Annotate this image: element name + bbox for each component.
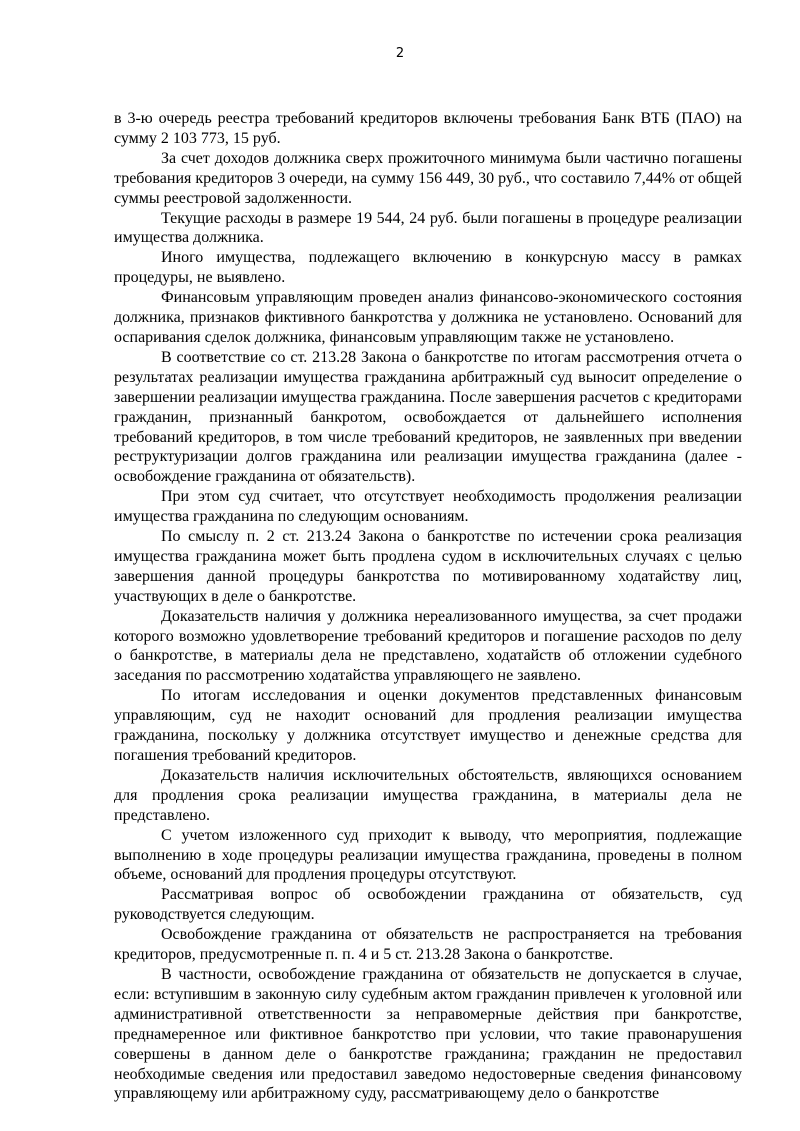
paragraph: По итогам исследования и оценки документов представленных финансовым управляющим, суд не находит оснований для продления реализации имущества гражданина, поскольку у должника отсутствует имущество и денежные средства для погашения требований кредиторов.	[114, 687, 742, 764]
paragraph-continuation: в 3-ю очередь реестра требований кредиторов включены требования Банк ВТБ (ПАО) на сумму 2 103 773, 15 руб.	[114, 110, 742, 147]
paragraph: Доказательств наличия исключительных обстоятельств, являющихся основанием для продления срока реализации имущества гражданина, в материалы дела не представлено.	[114, 766, 742, 824]
document-body	[114, 109, 742, 1104]
paragraph: В соответствие со ст. 213.28 Закона о банкротстве по итогам рассмотрения отчета о результатах реализации имущества гражданина арбитражный суд выносит определение о завершении реализации имущества гражданина. После завершения расчетов с кредиторами гражданин, признанный банкротом, освобождается от дальнейшего исполнения требований кредиторов, в том числе требований кредиторов, не заявленных при введении реструктуризации долгов гражданина или реализации имущества гражданина (далее - освобождение гражданина от обязательств).	[114, 348, 742, 486]
paragraph: Финансовым управляющим проведен анализ финансово-экономического состояния должника, признаков фиктивного банкротства у должника не установлено. Оснований для оспаривания сделок должника, финансовым управляющим также не установлено.	[114, 289, 742, 346]
paragraph: По смыслу п. 2 ст. 213.24 Закона о банкротстве по истечении срока реализация имущества гражданина может быть продлена судом в исключительных случаях с целью завершения данной процедуры банкротства по мотивированному ходатайству лиц, участвующих в деле о банкротстве.	[114, 528, 742, 605]
paragraph: С учетом изложенного суд приходит к выводу, что мероприятия, подлежащие выполнению в ходе процедуры реализации имущества гражданина, проведены в полном объеме, оснований для продления процедуры отсутствуют.	[114, 826, 742, 884]
paragraph: За счет доходов должника сверх прожиточного минимума были частично погашены требования кредиторов 3 очереди, на сумму 156 449, 30 руб., что составило 7,44% от общей суммы реестровой задолженности.	[114, 149, 742, 207]
paragraph: Освобождение гражданина от обязательств не распространяется на требования кредиторов, предусмотренные п. п. 4 и 5 ст. 213.28 Закона о банкротстве.	[114, 926, 742, 964]
paragraph: Доказательств наличия у должника нереализованного имущества, за счет продажи которого возможно удовлетворение требований кредиторов и погашение расходов по делу о банкротстве, в материалы дела не представлено, ходатайств об отложении судебного заседания по рассмотрению ходатайства управляющего не заявлено.	[114, 607, 742, 685]
paragraph: Рассматривая вопрос об освобождении гражданина от обязательств, суд руководствуется следующим.	[114, 886, 742, 924]
paragraph: В частности, освобождение гражданина от обязательств не допускается в случае, если: вступившим в законную силу судебным актом гражданин привлечен к уголовной или административной ответственности за неправомерные действия при банкротстве, преднамеренное или фиктивное банкротство при условии, что такие правонарушения совершены в данном деле о банкротстве гражданина; гражданин не предоставил необходимые сведения или предоставил заведомо недостоверные сведения финансовому управляющему или арбитражному суду, рассматривающему дело о банкротстве	[114, 965, 742, 1103]
page-number: 2	[395, 46, 405, 61]
paragraph: Текущие расходы в размере 19 544, 24 руб. были погашены в процедуре реализации имущества должника.	[114, 209, 742, 247]
paragraph: При этом суд считает, что отсутствует необходимость продолжения реализации имущества гражданина по следующим основаниям.	[114, 488, 742, 526]
paragraph: Иного имущества, подлежащего включению в конкурсную массу в рамках процедуры, не выявлено.	[114, 249, 742, 287]
